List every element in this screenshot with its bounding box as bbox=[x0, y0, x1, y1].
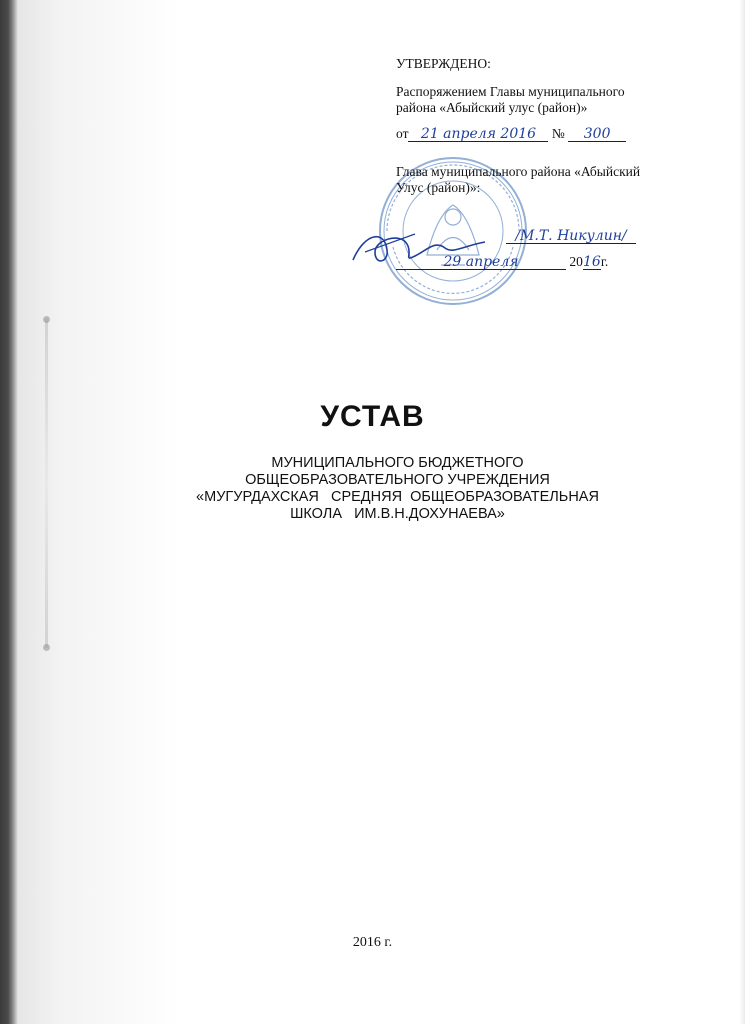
organization-name-line-1: МУНИЦИПАЛЬНОГО БЮДЖЕТНОГО bbox=[271, 455, 524, 471]
binding-hole-bottom bbox=[43, 644, 50, 651]
order-date-line bbox=[396, 126, 696, 142]
document-year: 2016 г. bbox=[352, 935, 393, 950]
head-line-2: Улус (район)»: bbox=[396, 180, 481, 195]
order-line-2: района «Абыйский улус (район)» bbox=[396, 100, 588, 115]
from-prefix: от bbox=[396, 126, 409, 141]
sign-date-handwritten: 29 апреля bbox=[396, 255, 566, 270]
year-prefix: 20 bbox=[569, 254, 583, 269]
organization-name-line-2: ОБЩЕОБРАЗОВАТЕЛЬНОГО УЧРЕЖДЕНИЯ bbox=[245, 472, 550, 488]
sign-date-line bbox=[396, 254, 696, 270]
approval-heading: УТВЕРЖДЕНО: bbox=[396, 56, 491, 71]
binding-hole-top bbox=[43, 316, 50, 323]
document-title: УСТАВ bbox=[320, 400, 425, 433]
approval-block bbox=[396, 56, 696, 270]
order-line-1: Распоряжением Главы муниципального bbox=[396, 84, 625, 99]
number-sign: № bbox=[551, 126, 565, 141]
year-handwritten: 16 bbox=[582, 254, 601, 270]
order-number-handwritten: 300 bbox=[568, 127, 626, 142]
organization-name-line-3: «МУГУРДАХСКАЯ СРЕДНЯЯ ОБЩЕОБРАЗОВАТЕЛЬНАЯ bbox=[196, 489, 599, 505]
signer-name-handwritten: /М.Т. Никулин/ bbox=[506, 229, 636, 244]
year-suffix: г. bbox=[600, 254, 609, 269]
organization-name bbox=[150, 455, 645, 523]
order-date-handwritten: 21 апреля 2016 bbox=[408, 127, 548, 142]
head-line-1: Глава муниципального района «Абыйский bbox=[396, 164, 641, 179]
signer-line bbox=[396, 228, 696, 244]
binding-thread bbox=[45, 318, 48, 648]
organization-name-line-4: ШКОЛА ИМ.В.Н.ДОХУНАЕВА» bbox=[290, 506, 505, 522]
